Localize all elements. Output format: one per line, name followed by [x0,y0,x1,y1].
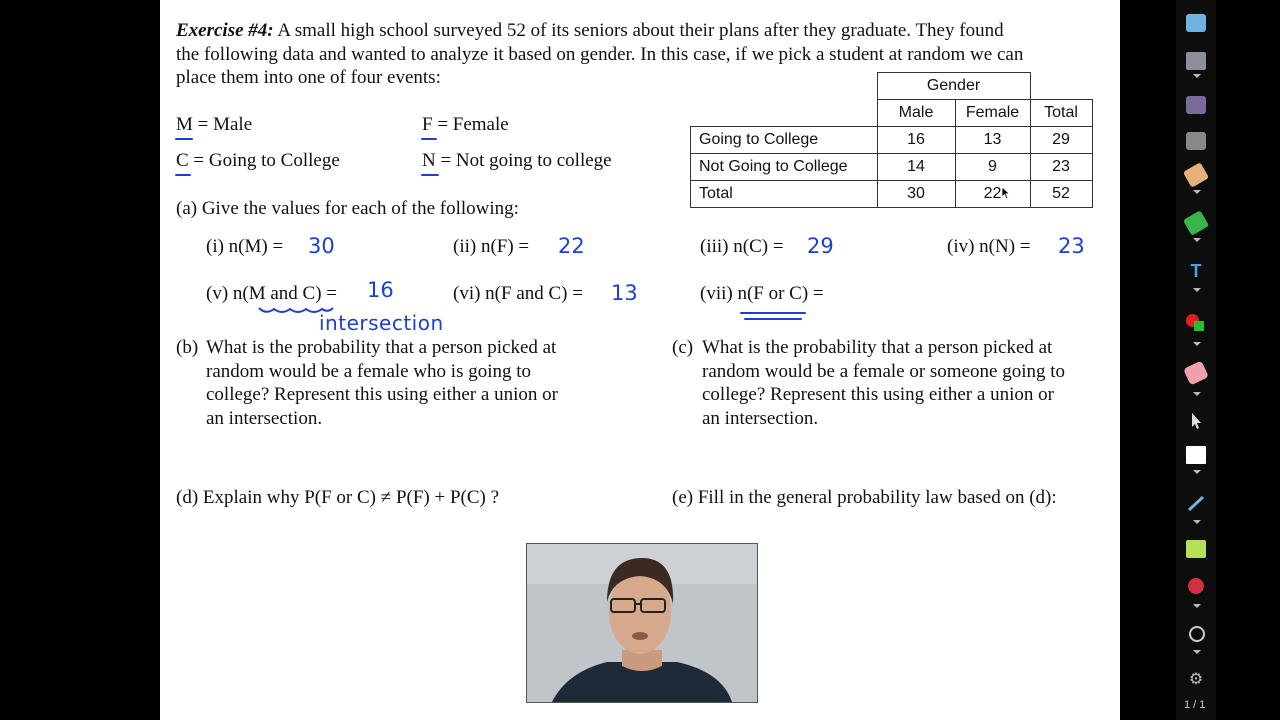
table-cell: 13 [955,127,1030,154]
row-label: Not Going to College [691,154,878,181]
col-header-male: Male [877,100,955,127]
table-row [691,127,1093,154]
item-ii-label: (ii) n(F) = [453,236,530,257]
part-b-line-2: random would be a female who is going to [206,361,532,382]
table-cell: 52 [1030,181,1092,208]
webcam-video[interactable] [526,543,758,703]
tool-palette [1176,0,1216,720]
item-i-label: (i) n(M) = [206,236,284,257]
intersection-note: intersection [319,311,444,335]
highlighter-icon[interactable] [1183,210,1209,236]
table-cell: 22 [955,181,1030,208]
table-cell: 14 [877,154,955,181]
part-c-label: (c) [672,337,694,358]
col-header-total: Total [1030,100,1092,127]
event-not-college: N = Not going to college [422,150,612,171]
part-c-line-3: college? Represent this using either a union or [702,384,1054,405]
ink-underline-m [175,138,193,140]
eraser-icon[interactable] [1183,361,1209,386]
part-c-line-1: What is the probability that a person picked at [702,337,1053,358]
part-c-line-4: an intersection. [702,408,819,429]
table-cell: 23 [1030,154,1092,181]
item-iv-answer: 23 [1058,234,1085,258]
table-cell: 29 [1030,127,1092,154]
chevron-down-icon[interactable] [1193,520,1201,524]
row-label: Going to College [691,127,878,154]
part-d: (d) Explain why P(F or C) ≠ P(F) + P(C) ? [176,487,500,508]
table-cell: 9 [955,154,1030,181]
exercise-line-1: Exercise #4: A small high school surveyed 52 of its seniors about their plans after they graduate. They found [176,20,1004,41]
text-tool-icon[interactable]: T [1190,261,1202,281]
part-b-line-1: What is the probability that a person picked at [206,337,557,358]
pages-icon[interactable] [1186,52,1206,70]
camera-icon[interactable] [1186,626,1206,644]
pointer-tool-icon[interactable] [1186,412,1206,430]
item-vi-label: (vi) n(F and C) = [453,283,583,304]
table-row [691,181,1093,208]
part-b-label: (b) [176,337,199,358]
event-male: M = Male [176,114,253,135]
gender-header: Gender [877,73,1030,100]
chevron-down-icon[interactable] [1193,74,1201,78]
event-college: C = Going to College [176,150,340,171]
shapes-icon[interactable] [1186,96,1206,114]
part-b-line-4: an intersection. [206,408,323,429]
item-vii-label: (vii) n(F or C) = [700,283,824,304]
chevron-down-icon[interactable] [1193,650,1201,654]
screen-shade-icon[interactable] [1186,540,1206,558]
ink-underline-f [421,138,437,140]
chevron-down-icon[interactable] [1193,238,1201,242]
gear-icon[interactable]: ⚙ [1188,669,1204,688]
item-v-answer: 16 [367,278,394,302]
chevron-down-icon[interactable] [1193,470,1201,474]
line-tool-icon[interactable] [1186,494,1206,512]
page-counter: 1 / 1 [1184,699,1206,711]
item-vi-answer: 13 [611,281,638,305]
table-cell: 16 [877,127,955,154]
part-a-prompt: (a) Give the values for each of the following: [176,198,519,219]
item-iv-label: (iv) n(N) = [947,236,1031,257]
part-b-line-3: college? Represent this using either a union or [206,384,558,405]
chevron-down-icon[interactable] [1193,604,1201,608]
event-female: F = Female [422,114,509,135]
chevron-down-icon[interactable] [1193,342,1201,346]
ink-underline-n [421,174,439,176]
chevron-down-icon[interactable] [1193,288,1201,292]
part-c-line-2: random would be a female or someone going to [702,361,1066,382]
col-header-female: Female [955,100,1030,127]
exercise-label: Exercise #4: [176,20,274,41]
ink-double-underline-1 [740,312,806,314]
item-ii-answer: 22 [558,234,585,258]
fill-icon[interactable] [1186,132,1206,150]
mouse-pointer-icon [1001,186,1011,200]
color-picker-icon[interactable] [1186,314,1206,332]
whiteboard-icon[interactable] [1186,446,1206,464]
table-row [691,154,1093,181]
exercise-line-3: place them into one of four events: [176,67,441,88]
exercise-line-2: the following data and wanted to analyze it based on gender. In this case, if we pick a student at random we can [176,44,1024,65]
item-v-label: (v) n(M and C) = [206,283,338,304]
ink-underline-c [175,174,191,176]
ink-double-underline-2 [744,318,802,320]
part-e: (e) Fill in the general probability law based on (d): [672,487,1057,508]
item-iii-answer: 29 [807,234,834,258]
contingency-table [690,72,1093,208]
table-cell: 30 [877,181,955,208]
select-tool-icon[interactable] [1186,14,1206,32]
presenter-video-frame [527,544,757,702]
item-iii-label: (iii) n(C) = [700,236,784,257]
pen-icon[interactable] [1183,162,1209,188]
record-icon[interactable] [1186,578,1206,596]
chevron-down-icon[interactable] [1193,392,1201,396]
row-label: Total [691,181,878,208]
item-i-answer: 30 [308,234,335,258]
chevron-down-icon[interactable] [1193,190,1201,194]
